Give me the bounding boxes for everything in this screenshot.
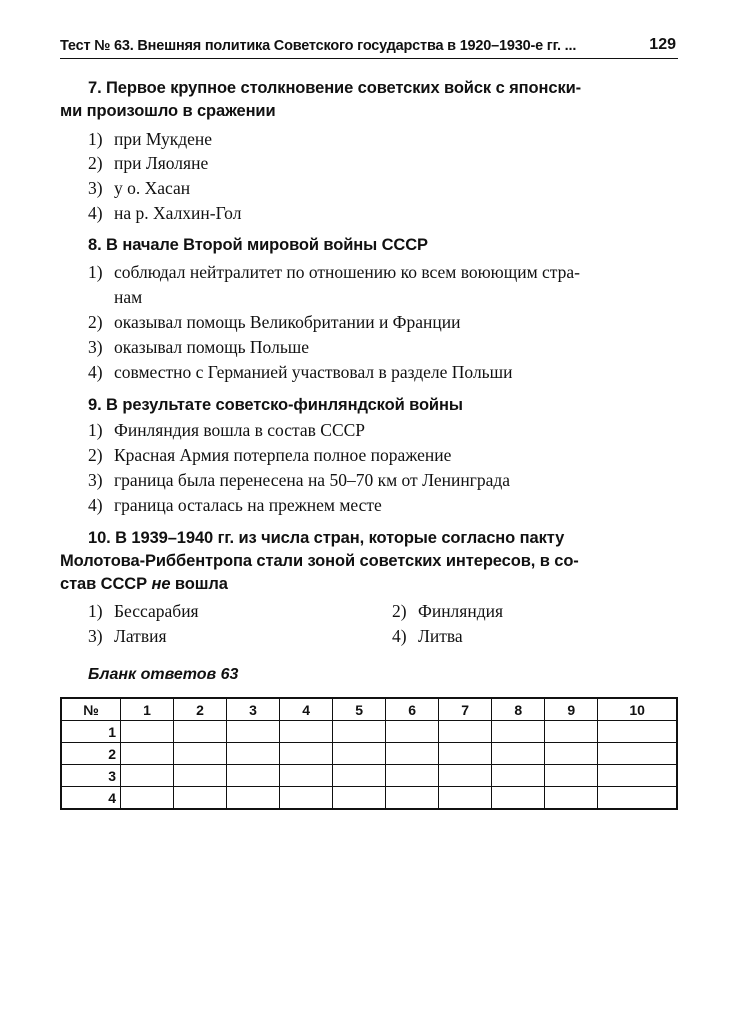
answer-table — [60, 697, 678, 810]
table-row — [61, 721, 677, 743]
col-header: 7 — [439, 698, 492, 721]
answer-cell — [492, 787, 545, 810]
q8-option-3: 3) оказывал помощь Польше — [88, 337, 310, 357]
q8-option-4: 4) совместно с Германией участвовал в разделе Польши — [88, 362, 513, 382]
question-10-title: 10. В 1939–1940 гг. из числа стран, которые согласно пакту Молотова-Риббентропа стали зоной советских интересов, в со- став СССР не вошла — [60, 529, 579, 593]
q7-option-4: 4) на р. Халхин-Гол — [88, 203, 242, 223]
answer-cell — [492, 743, 545, 765]
col-header: 8 — [492, 698, 545, 721]
answer-cell — [386, 765, 439, 787]
answer-cell — [333, 743, 386, 765]
answer-cell — [333, 765, 386, 787]
row-number: 1 — [61, 721, 121, 743]
answer-cell — [121, 787, 174, 810]
answer-cell — [227, 787, 280, 810]
answer-sheet-title: Бланк ответов 63 — [88, 666, 239, 683]
row-number: 3 — [61, 765, 121, 787]
answer-cell — [227, 721, 280, 743]
col-header: 6 — [386, 698, 439, 721]
col-header: 4 — [280, 698, 333, 721]
q7-option-2: 2) при Ляоляне — [88, 153, 209, 173]
answer-cell — [439, 743, 492, 765]
answer-cell — [174, 721, 227, 743]
q7-option-3: 3) у о. Хасан — [88, 178, 191, 198]
answer-cell — [545, 721, 598, 743]
answer-cell — [280, 765, 333, 787]
answer-cell — [386, 743, 439, 765]
q8-option-1: 1) соблюдал нейтралитет по отношению ко всем воюющим стра- — [88, 262, 580, 282]
col-header: 9 — [545, 698, 598, 721]
col-header: 1 — [121, 698, 174, 721]
q10-option-2: 2) Финляндия — [392, 601, 504, 621]
question-7-title: 7. Первое крупное столкновение советских войск с японски- ми произошло в сражении — [60, 79, 582, 120]
col-header: 2 — [174, 698, 227, 721]
answer-cell — [121, 765, 174, 787]
running-header — [60, 36, 678, 59]
answer-cell — [492, 765, 545, 787]
q8-option-1-continued: нам — [114, 287, 143, 307]
q9-option-2: 2) Красная Армия потерпела полное поражение — [88, 445, 452, 465]
q9-option-1: 1) Финляндия вошла в состав СССР — [88, 420, 366, 440]
q10-option-1: 1) Бессарабия — [88, 601, 199, 621]
answer-cell — [598, 787, 677, 810]
answer-cell — [280, 743, 333, 765]
question-9-title: 9. В результате советско-финляндской войны — [88, 396, 463, 414]
answer-cell — [333, 787, 386, 810]
q10-option-4: 4) Литва — [392, 626, 463, 646]
q9-option-4: 4) граница осталась на прежнем месте — [88, 495, 382, 515]
emphasis-not: не — [151, 575, 171, 593]
row-number: 2 — [61, 743, 121, 765]
answer-cell — [439, 787, 492, 810]
q9-option-3: 3) граница была перенесена на 50–70 км от Ленинграда — [88, 470, 511, 490]
answer-cell — [174, 787, 227, 810]
answer-cell — [227, 743, 280, 765]
table-row — [61, 743, 677, 765]
answer-cell — [227, 765, 280, 787]
answer-cell — [545, 743, 598, 765]
answer-cell — [280, 721, 333, 743]
answer-cell — [280, 787, 333, 810]
table-row — [61, 765, 677, 787]
answer-cell — [598, 721, 677, 743]
answer-cell — [121, 721, 174, 743]
col-header: 5 — [333, 698, 386, 721]
header-title: Тест № 63. Внешняя политика Советского государства в 1920–1930-е гг. ... — [60, 38, 577, 54]
answer-cell — [333, 721, 386, 743]
answer-cell — [386, 721, 439, 743]
answer-cell — [545, 787, 598, 810]
row-number: 4 — [61, 787, 121, 810]
q10-option-3: 3) Латвия — [88, 626, 167, 646]
header-number-cell: № — [61, 698, 121, 721]
answer-cell — [492, 721, 545, 743]
answer-table-header-row — [61, 698, 677, 721]
answer-cell — [598, 765, 677, 787]
answer-cell — [439, 721, 492, 743]
col-header: 10 — [598, 698, 677, 721]
answer-cell — [545, 765, 598, 787]
answer-cell — [439, 765, 492, 787]
table-row — [61, 787, 677, 810]
question-8-title: 8. В начале Второй мировой войны СССР — [88, 236, 428, 254]
q7-option-1: 1) при Мукдене — [88, 129, 213, 149]
answer-cell — [121, 743, 174, 765]
answer-cell — [174, 765, 227, 787]
q8-option-2: 2) оказывал помощь Великобритании и Франции — [88, 312, 461, 332]
answer-cell — [386, 787, 439, 810]
page-number: 129 — [649, 36, 676, 53]
answer-cell — [598, 743, 677, 765]
answer-cell — [174, 743, 227, 765]
col-header: 3 — [227, 698, 280, 721]
